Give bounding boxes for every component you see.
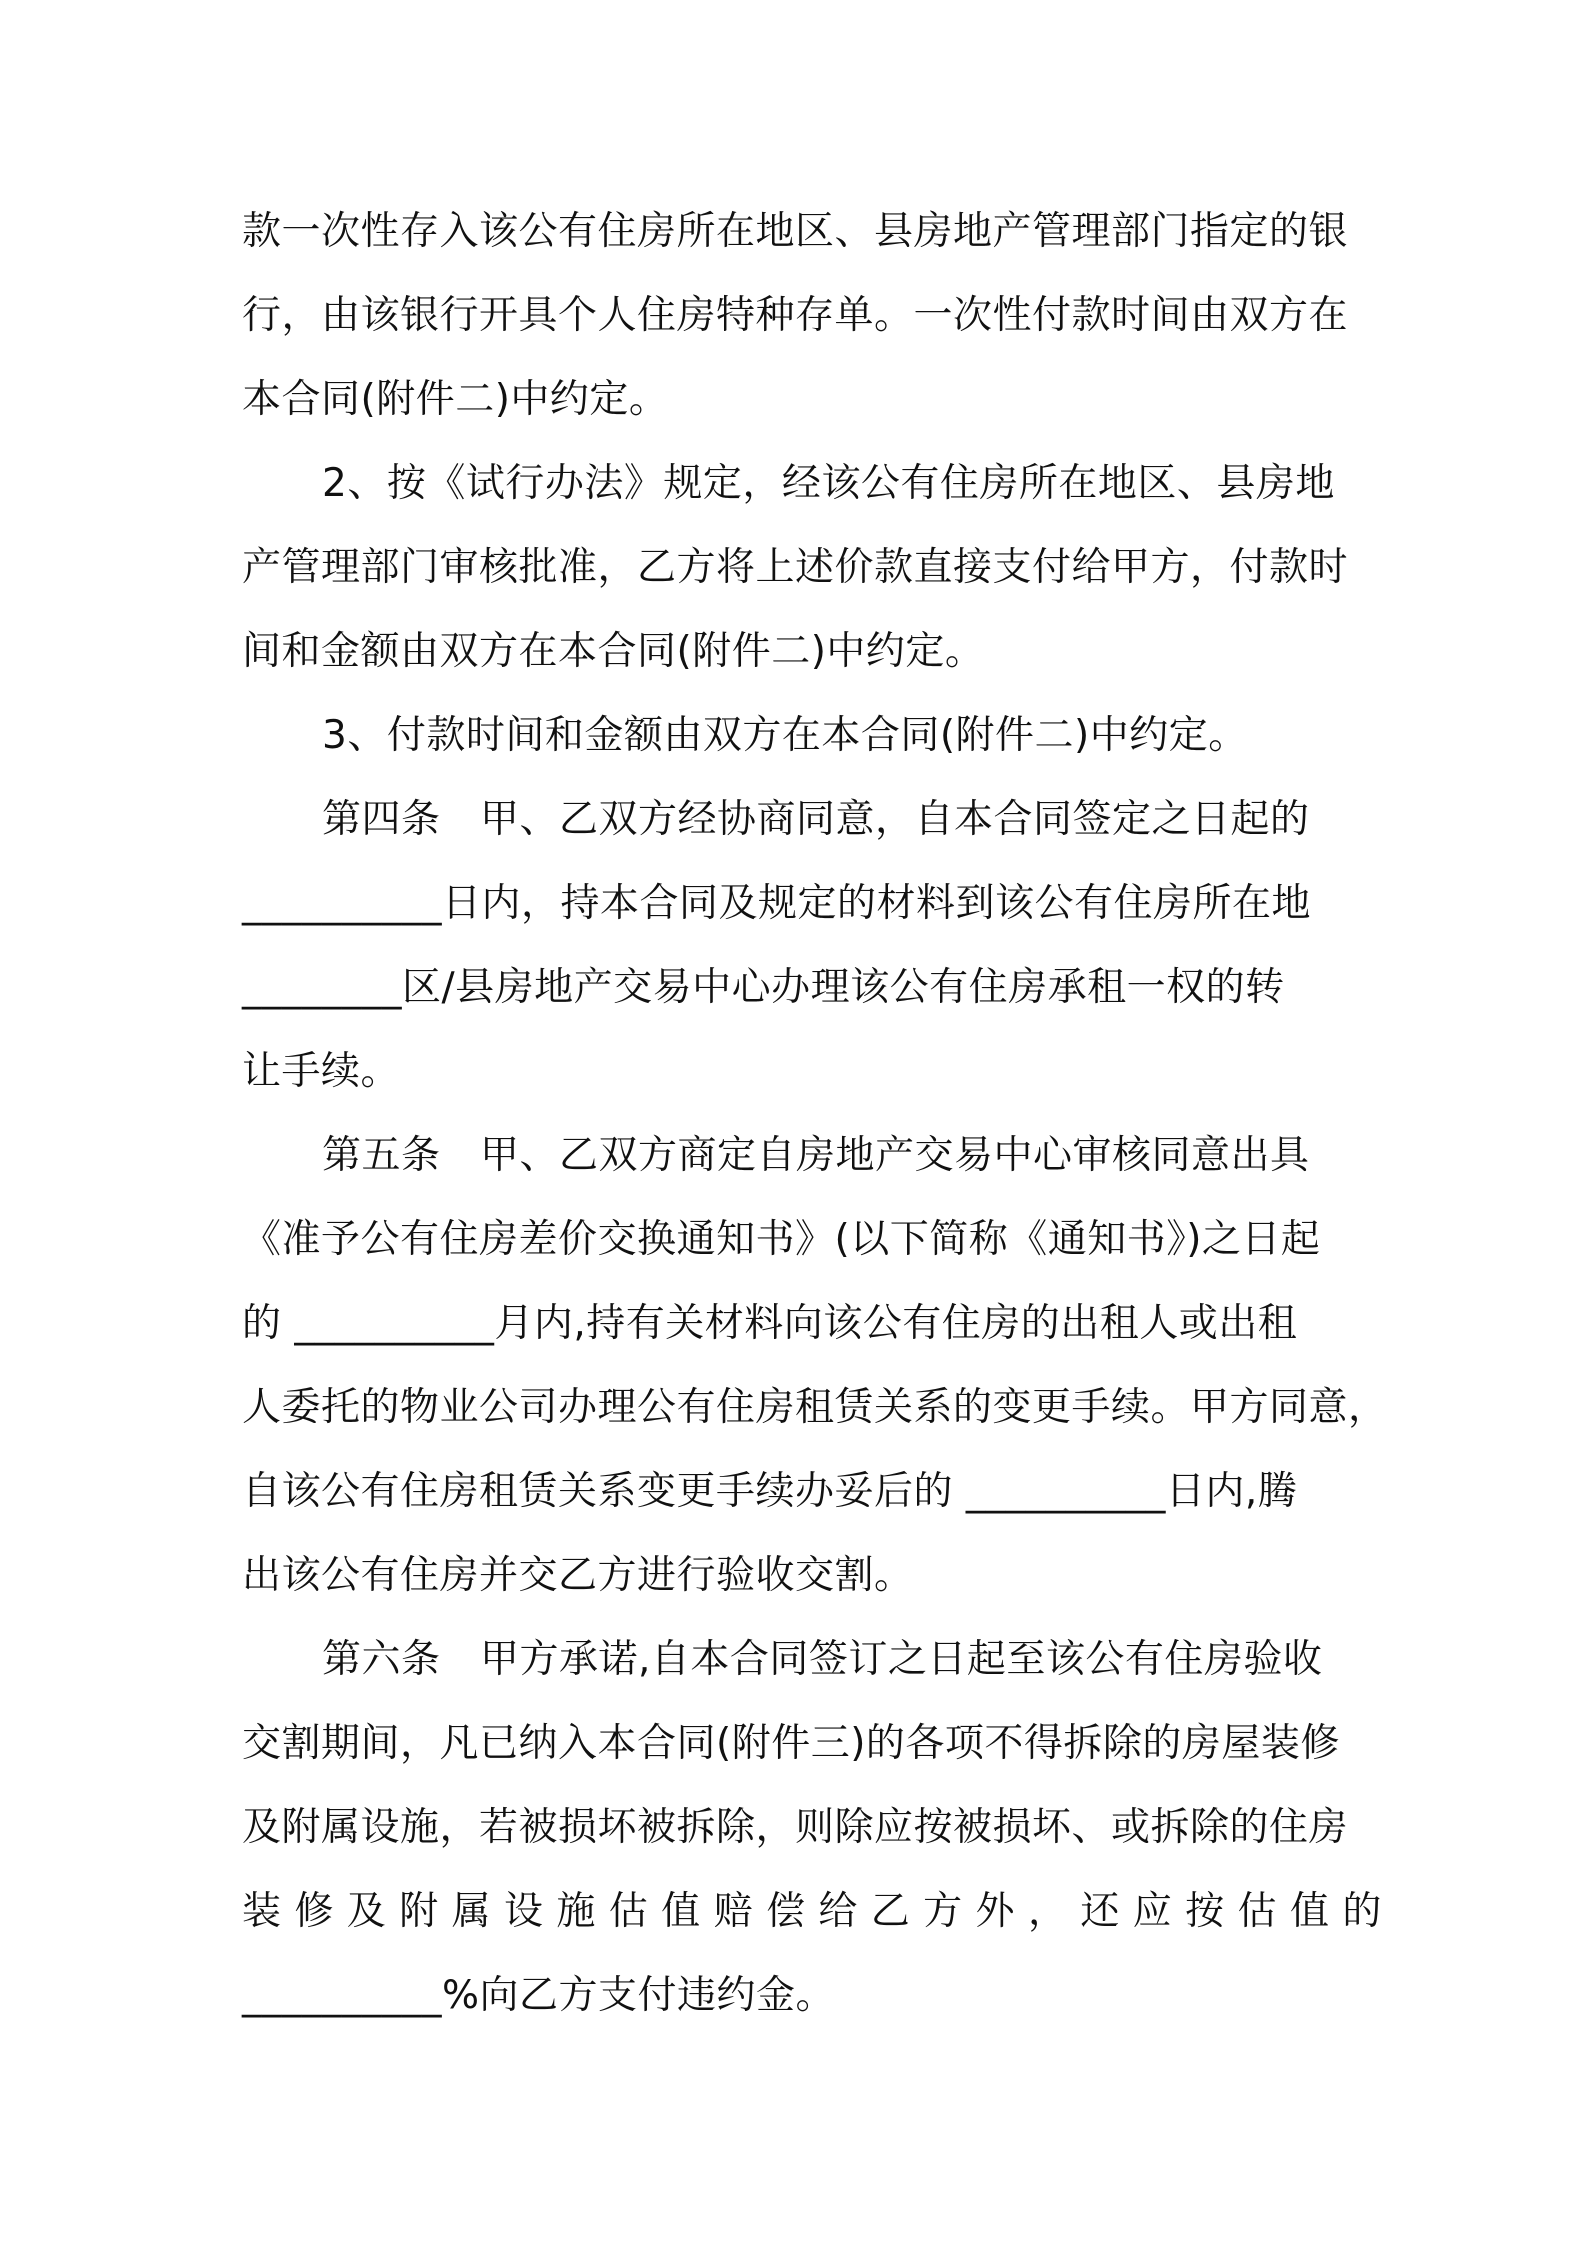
- document-body: [242, 190, 1388, 2038]
- text-line: 第六条 甲方承诺,自本合同签订之日起至该公有住房验收: [322, 1637, 1323, 1682]
- text-line: 第五条 甲、乙双方商定自房地产交易中心审核同意出具: [322, 1133, 1310, 1178]
- text-line: 及附属设施，若被损坏被拆除，则除应按被损坏、或拆除的住房: [242, 1805, 1349, 1850]
- text-line: __________%向乙方支付违约金。: [242, 1973, 836, 2018]
- text-line: 装 修 及 附 属 设 施 估 值 赔 偿 给 乙 方 外 ， 还 应 按 估 值 的: [242, 1889, 1382, 1934]
- text-line: 产管理部门审核批准，乙方将上述价款直接支付给甲方，付款时: [242, 545, 1349, 590]
- text-line: 第四条 甲、乙双方经协商同意，自本合同签定之日起的: [322, 797, 1310, 842]
- text-line: 2、按《试行办法》规定，经该公有住房所在地区、县房地: [322, 461, 1335, 506]
- text-line: 交割期间，凡已纳入本合同(附件三)的各项不得拆除的房屋装修: [242, 1721, 1340, 1766]
- text-line: 的 __________月内,持有关材料向该公有住房的出租人或出租: [242, 1301, 1298, 1346]
- text-line: __________日内，持本合同及规定的材料到该公有住房所在地: [242, 881, 1312, 926]
- text-line: 间和金额由双方在本合同(附件二)中约定。: [242, 629, 985, 674]
- text-line: 让手续。: [242, 1049, 401, 1094]
- text-line: 3、付款时间和金额由双方在本合同(附件二)中约定。: [322, 713, 1248, 758]
- text-line: 本合同(附件二)中约定。: [242, 377, 669, 422]
- text-line: 出该公有住房并交乙方进行验收交割。: [242, 1553, 914, 1598]
- text-line: 行，由该银行开具个人住房特种存单。一次性付款时间由双方在: [242, 293, 1349, 338]
- text-line: ________区/县房地产交易中心办理该公有住房承租一权的转: [242, 965, 1285, 1010]
- text-line: 款一次性存入该公有住房所在地区、县房地产管理部门指定的银: [242, 209, 1349, 254]
- text-line: 《准予公有住房差价交换通知书》(以下简称《通知书》)之日起: [242, 1217, 1321, 1262]
- text-line: 自该公有住房租赁关系变更手续办妥后的 __________日内,腾: [242, 1469, 1298, 1514]
- text-line: 人委托的物业公司办理公有住房租赁关系的变更手续。甲方同意，: [242, 1385, 1388, 1430]
